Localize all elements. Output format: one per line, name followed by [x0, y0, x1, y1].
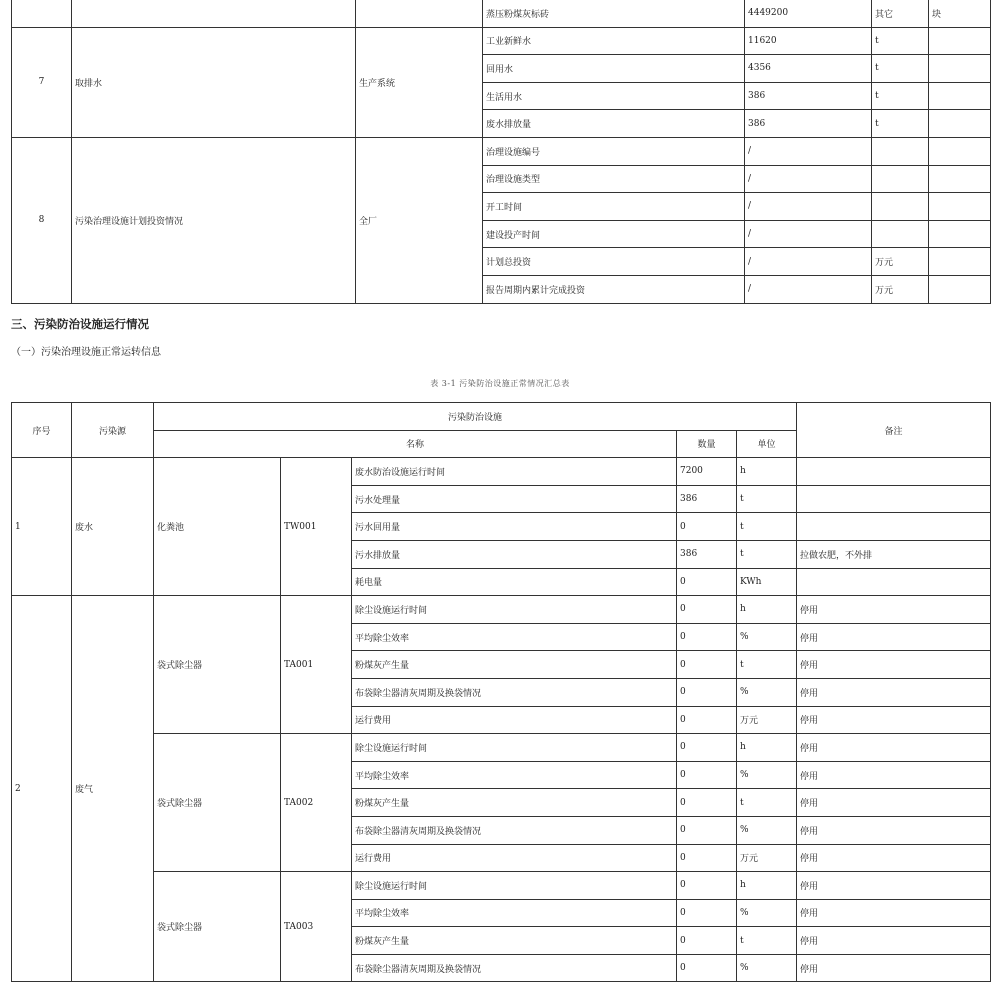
item-value: 11620	[745, 27, 872, 55]
item-value: /	[745, 248, 872, 276]
table-row	[12, 734, 991, 762]
header-facility: 污染防治设施	[154, 403, 797, 431]
metric-remark: 停用	[797, 706, 991, 734]
metric-name: 平均除尘效率	[352, 899, 677, 927]
metric-unit: t	[737, 789, 797, 817]
metric-unit: %	[737, 816, 797, 844]
metric-name: 污水回用量	[352, 513, 677, 541]
metric-name: 粉煤灰产生量	[352, 651, 677, 679]
metric-name: 耗电量	[352, 568, 677, 596]
metric-name: 布袋除尘器清灰周期及换袋情况	[352, 678, 677, 706]
item-value: 4449200	[745, 0, 872, 27]
header-remark: 备注	[797, 403, 991, 458]
table-row	[12, 458, 991, 486]
item-unit: 万元	[872, 248, 929, 276]
metric-unit: h	[737, 458, 797, 486]
pollution-source: 废气	[72, 596, 154, 982]
metric-remark: 停用	[797, 596, 991, 624]
metric-qty: 386	[677, 485, 737, 513]
metric-qty: 0	[677, 872, 737, 900]
item-unit: 万元	[872, 275, 929, 303]
metric-qty: 0	[677, 651, 737, 679]
pollution-source: 废水	[72, 458, 154, 596]
metric-remark: 停用	[797, 651, 991, 679]
metric-remark: 停用	[797, 789, 991, 817]
facility-name: 袋式除尘器	[154, 596, 281, 734]
facility-code: TA001	[281, 596, 352, 734]
item-name: 回用水	[483, 55, 745, 83]
metric-qty: 0	[677, 761, 737, 789]
item-value: /	[745, 193, 872, 221]
item-value: /	[745, 275, 872, 303]
metric-remark: 停用	[797, 872, 991, 900]
metric-remark: 停用	[797, 816, 991, 844]
facility-code: TA003	[281, 872, 352, 982]
item-unit	[872, 220, 929, 248]
header-source: 污染源	[72, 403, 154, 458]
sub-heading: （一）污染治理设施正常运转信息	[11, 347, 161, 358]
item-name: 治理设施类型	[483, 165, 745, 193]
item-name: 生活用水	[483, 82, 745, 110]
row-number: 7	[12, 27, 72, 137]
section-heading: 三、污染防治设施运行情况	[11, 317, 149, 331]
metric-remark: 停用	[797, 844, 991, 872]
item-value: /	[745, 220, 872, 248]
header-name: 名称	[154, 430, 677, 458]
metric-unit: %	[737, 761, 797, 789]
metric-unit: %	[737, 954, 797, 982]
metric-unit: t	[737, 513, 797, 541]
item-value: /	[745, 165, 872, 193]
metric-qty: 0	[677, 706, 737, 734]
item-value: /	[745, 137, 872, 165]
metric-qty: 0	[677, 899, 737, 927]
metric-remark: 拉做农肥，不外排	[797, 540, 991, 568]
item-value: 4356	[745, 55, 872, 83]
item-name: 建设投产时间	[483, 220, 745, 248]
metric-unit: t	[737, 651, 797, 679]
metric-name: 污水排放量	[352, 540, 677, 568]
item-unit: t	[872, 27, 929, 55]
item-category: 污染治理设施计划投资情况	[72, 137, 356, 303]
metric-remark	[797, 458, 991, 486]
metric-qty: 0	[677, 596, 737, 624]
metric-unit: 万元	[737, 844, 797, 872]
metric-name: 布袋除尘器清灰周期及换袋情况	[352, 954, 677, 982]
metric-remark: 停用	[797, 734, 991, 762]
metric-name: 粉煤灰产生量	[352, 927, 677, 955]
item-extra: 块	[929, 0, 991, 27]
metric-remark: 停用	[797, 927, 991, 955]
row-number: 1	[12, 458, 72, 596]
metric-qty: 0	[677, 927, 737, 955]
metric-unit: h	[737, 734, 797, 762]
item-name: 蒸压粉煤灰标砖	[483, 0, 745, 27]
metric-qty: 0	[677, 678, 737, 706]
header-qty: 数量	[677, 430, 737, 458]
table-row	[12, 137, 991, 165]
header-row	[12, 403, 991, 431]
row-number: 2	[12, 596, 72, 982]
metric-qty: 0	[677, 568, 737, 596]
facility-code: TA002	[281, 734, 352, 872]
metric-name: 污水处理量	[352, 485, 677, 513]
metric-remark	[797, 568, 991, 596]
facility-name: 袋式除尘器	[154, 872, 281, 982]
item-unit: 其它	[872, 0, 929, 27]
metric-name: 除尘设施运行时间	[352, 596, 677, 624]
metric-unit: h	[737, 596, 797, 624]
item-unit: t	[872, 55, 929, 83]
item-name: 计划总投资	[483, 248, 745, 276]
metric-name: 除尘设施运行时间	[352, 734, 677, 762]
item-name: 开工时间	[483, 193, 745, 221]
metric-remark	[797, 513, 991, 541]
item-scope: 全厂	[356, 137, 483, 303]
metric-name: 废水防治设施运行时间	[352, 458, 677, 486]
table-row	[12, 596, 991, 624]
metric-remark: 停用	[797, 954, 991, 982]
item-scope: 生产系统	[356, 27, 483, 137]
metric-qty: 0	[677, 789, 737, 817]
item-unit	[872, 137, 929, 165]
table-caption: 表 3-1 污染防治设施正常情况汇总表	[430, 379, 570, 388]
table-row	[12, 27, 991, 55]
item-name: 废水排放量	[483, 110, 745, 138]
metric-remark: 停用	[797, 678, 991, 706]
facility-name: 化粪池	[154, 458, 281, 596]
facility-operation-table	[11, 402, 991, 982]
item-value: 386	[745, 110, 872, 138]
metric-name: 除尘设施运行时间	[352, 872, 677, 900]
production-info-table	[11, 0, 991, 304]
facility-code: TW001	[281, 458, 352, 596]
item-name: 报告周期内累计完成投资	[483, 275, 745, 303]
header-no: 序号	[12, 403, 72, 458]
metric-unit: %	[737, 899, 797, 927]
metric-unit: %	[737, 678, 797, 706]
metric-name: 粉煤灰产生量	[352, 789, 677, 817]
metric-unit: t	[737, 540, 797, 568]
metric-qty: 0	[677, 623, 737, 651]
item-unit	[872, 193, 929, 221]
item-value: 386	[745, 82, 872, 110]
header-unit: 单位	[737, 430, 797, 458]
metric-remark: 停用	[797, 761, 991, 789]
row-number: 8	[12, 137, 72, 303]
metric-unit: 万元	[737, 706, 797, 734]
table-row	[12, 872, 991, 900]
metric-qty: 386	[677, 540, 737, 568]
metric-name: 布袋除尘器清灰周期及换袋情况	[352, 816, 677, 844]
item-name: 工业新鲜水	[483, 27, 745, 55]
metric-qty: 0	[677, 734, 737, 762]
metric-unit: h	[737, 872, 797, 900]
metric-name: 运行费用	[352, 706, 677, 734]
metric-qty: 0	[677, 954, 737, 982]
item-unit	[872, 165, 929, 193]
metric-qty: 0	[677, 513, 737, 541]
table-row	[12, 0, 991, 27]
metric-remark: 停用	[797, 623, 991, 651]
metric-unit: %	[737, 623, 797, 651]
facility-name: 袋式除尘器	[154, 734, 281, 872]
item-unit: t	[872, 110, 929, 138]
metric-qty: 7200	[677, 458, 737, 486]
metric-qty: 0	[677, 816, 737, 844]
metric-unit: t	[737, 927, 797, 955]
metric-unit: t	[737, 485, 797, 513]
metric-name: 平均除尘效率	[352, 623, 677, 651]
item-name: 治理设施编号	[483, 137, 745, 165]
metric-remark: 停用	[797, 899, 991, 927]
metric-remark	[797, 485, 991, 513]
metric-name: 平均除尘效率	[352, 761, 677, 789]
metric-name: 运行费用	[352, 844, 677, 872]
item-unit: t	[872, 82, 929, 110]
metric-qty: 0	[677, 844, 737, 872]
metric-unit: KWh	[737, 568, 797, 596]
item-category: 取排水	[72, 27, 356, 137]
